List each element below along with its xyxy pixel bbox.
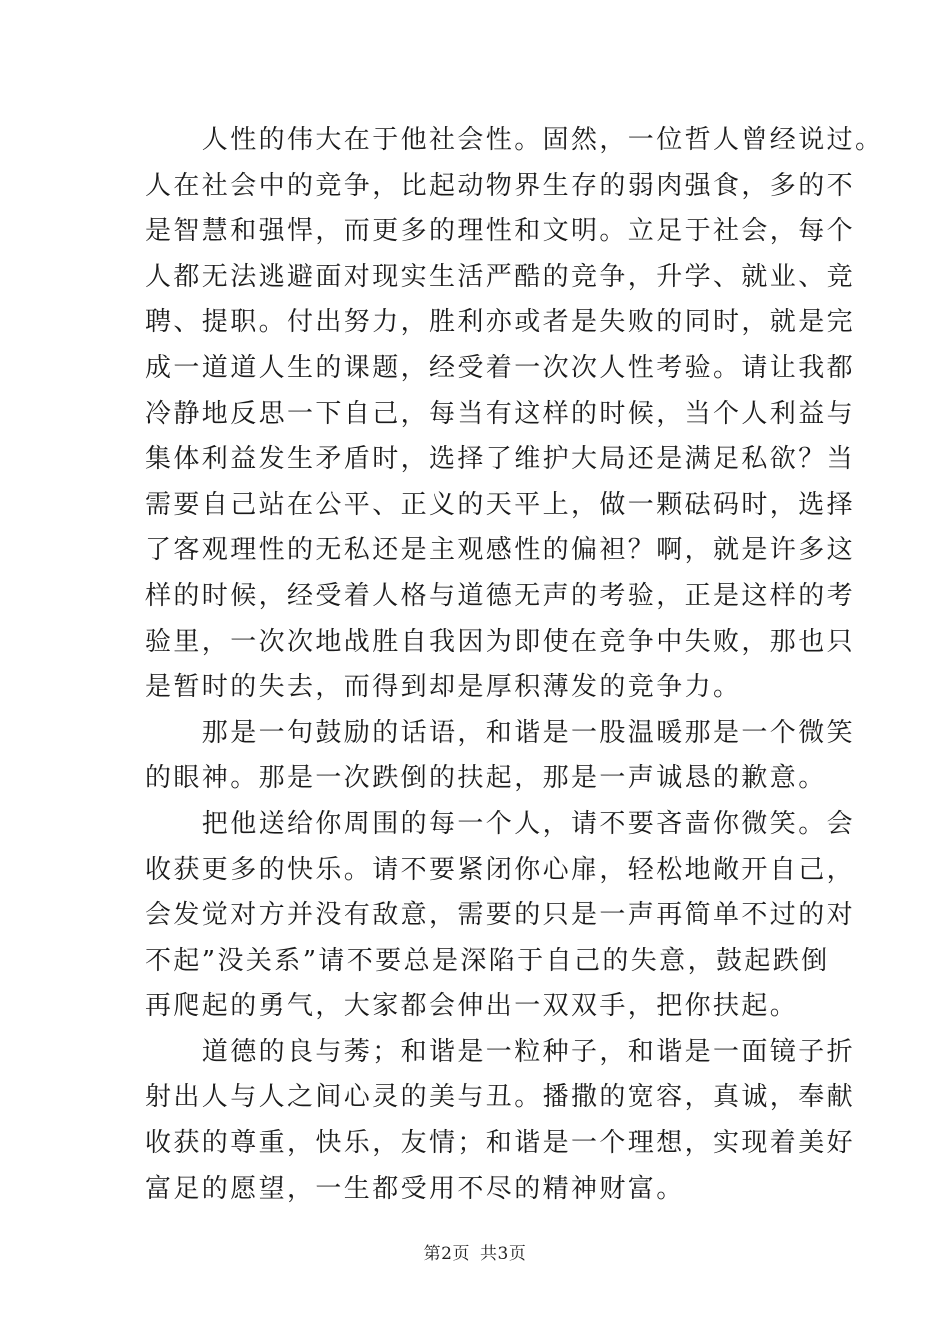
text-line: 射出人与人之间心灵的美与丑。播撒的宽容，真诚，奉献 [145,1082,856,1113]
text-line: 是智慧和强悍，而更多的理性和文明。立足于社会，每个 [145,216,856,247]
page-footer [0,1239,950,1264]
text-line: 聘、提职。付出努力，胜利亦或者是失败的同时，就是完 [145,307,856,338]
text-line: 的眼神。那是一次跌倒的扶起，那是一声诚恳的歉意。 [145,763,827,794]
text-line: 冷静地反思一下自己，每当有这样的时候，当个人利益与 [145,398,856,429]
text-line: 把他送给你周围的每一个人，请不要吝啬你微笑。会 [145,808,856,839]
text-line: 那是一句鼓励的话语，和谐是一股温暖那是一个微笑 [145,717,856,748]
text-line: 样的时候，经受着人格与道德无声的考验，正是这样的考 [145,580,856,611]
text-line: 道德的良与莠；和谐是一粒种子，和谐是一面镜子折 [145,1036,856,1067]
text-line: 成一道道人生的课题，经受着一次次人性考验。请让我都 [145,352,856,383]
text-line: 不起”没关系”请不要总是深陷于自己的失意，鼓起跌倒 [145,945,830,976]
text-line: 验里，一次次地战胜自我因为即使在竞争中失败，那也只 [145,626,856,657]
text-line: 富足的愿望，一生都受用不尽的精神财富。 [145,1173,685,1204]
text-line: 了客观理性的无私还是主观感性的偏袒？啊，就是许多这 [145,535,856,566]
text-line: 收获的尊重，快乐，友情；和谐是一个理想，实现着美好 [145,1128,856,1159]
text-line: 再爬起的勇气，大家都会伸出一双双手，把你扶起。 [145,991,799,1022]
body-text [145,118,884,1212]
text-line: 集体利益发生矛盾时，选择了维护大局还是满足私欲？当 [145,444,856,475]
text-line: 人都无法逃避面对现实生活严酷的竞争，升学、就业、竞 [145,261,856,292]
text-line: 需要自己站在公平、正义的天平上，做一颗砝码时，选择 [145,489,856,520]
text-line: 人性的伟大在于他社会性。固然，一位哲人曾经说过。 [145,125,884,155]
text-line: 人在社会中的竞争，比起动物界生存的弱肉强食，多的不 [145,170,856,201]
text-line: 是暂时的失去，而得到却是厚积薄发的竞争力。 [145,672,742,703]
page-number: 第2页 [423,1244,470,1264]
page-total: 共3页 [480,1244,527,1264]
text-line: 会发觉对方并没有敌意，需要的只是一声再简单不过的对 [145,900,856,931]
text-line: 收获更多的快乐。请不要紧闭你心扉，轻松地敞开自己， [145,854,856,885]
